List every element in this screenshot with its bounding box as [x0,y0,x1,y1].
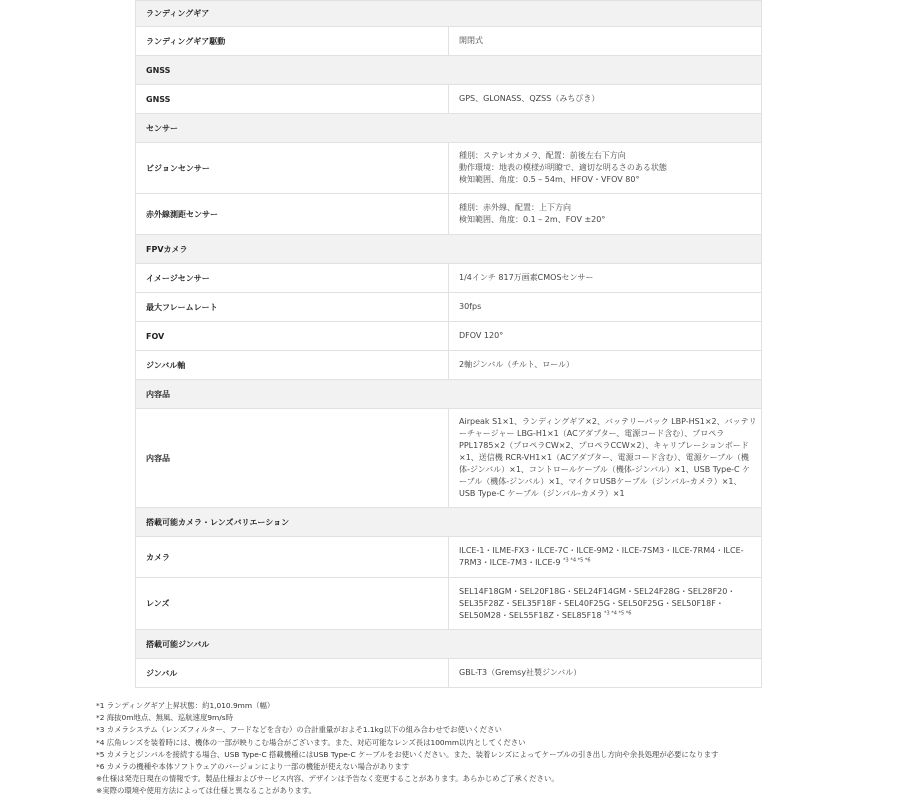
spec-label: イメージセンサー [136,264,449,293]
spec-value-line: 検知範囲、角度：0.1 – 2m、FOV ±20° [459,215,606,224]
spec-label: ジンバル軸 [136,351,449,380]
spec-value [449,578,762,630]
spec-value-line: PPL1785×2（プロペラCW×2、プロペラCCW×2）、キャリブレーションボード [459,441,749,450]
spec-value-line: ーチャージャー LBG-H1×1（ACアダプター、電源コード含む）、プロペラ [459,429,725,438]
spec-value: 2軸ジンバル（チルト、ロール） [449,351,762,380]
spec-value-line: 体-ジンバル）×1、コントロールケーブル（機体-ジンバル）×1、USB Type-C ケ [459,465,751,474]
spec-label: カメラ [136,537,449,578]
spec-value: 開閉式 [449,27,762,56]
section-header-gimbals [136,630,762,659]
footnotes [96,700,896,798]
spec-value [449,143,762,194]
footnote: *3 カメラシステム（レンズフィルター、フードなどを含む）の合計重量がおよそ1.1kg以下の組み合わせでお使いください [96,725,502,735]
section-header-gnss [136,56,762,85]
footnote: *1 ランディングギア上昇状態：約1,010.9mm（幅） [96,701,275,710]
section-title: FPVカメラ [136,235,762,264]
spec-value [449,409,762,508]
spec-value-line: 動作環境：地表の模様が明瞭で、適切な明るさのある状態 [459,163,667,172]
footnote-refs: *3 *4 *5 *6 [603,609,632,616]
spec-value-line: 種別：ステレオカメラ、配置：前後左右下方向 [459,151,626,160]
spec-value-line: SEL35F28Z・SEL35F18F・SEL40F25G・SEL50F25G・SEL50F18F・ [459,598,724,608]
spec-value-line: ーブル（機体-ジンバル）×1、マイクロUSBケーブル（ジンバル-カメラ）×1、 [459,477,742,486]
spec-value [449,194,762,235]
footnote-refs: *3 *4 *5 *6 [563,557,591,564]
spec-value-line: Airpeak S1×1、ランディングギア×2、バッテリーパック LBP-HS1×2、バッテリ [459,417,757,426]
footnote: *4 広角レンズを装着時には、機体の一部が映りこむ場合がございます。また、対応可能なレンズ長は100mm以内としてください [96,737,526,747]
spec-row-gimbal-axis [136,351,762,380]
section-header-landing [136,1,762,27]
spec-value [449,537,762,578]
section-header-contents [136,380,762,409]
section-header-sensor [136,114,762,143]
spec-value-line: SEL14F18GM・SEL20F18G・SEL24F14GM・SEL24F28G・SEL28F20・ [459,586,736,596]
spec-value: GBL-T3（Gremsy社製ジンバル） [449,659,762,688]
section-header-cameras [136,508,762,537]
spec-label: ジンバル [136,659,449,688]
spec-value: 1/4インチ 817万画素CMOSセンサー [449,264,762,293]
footnote: *2 海抜0m地点、無風、巡航速度9m/s時 [96,713,233,723]
spec-value-line [459,557,751,569]
spec-value-line: 検知範囲、角度：0.5 – 54m、HFOV・VFOV 80° [459,175,640,184]
spec-row-gnss [136,85,762,114]
spec-value-line: ILCE-1・ILME-FX3・ILCE-7C・ILCE-9M2・ILCE-7SM3・ILCE-7RM4・ILCE- [459,546,744,555]
spec-label: ランディングギア駆動 [136,27,449,56]
spec-row-max-frame-rate [136,293,762,322]
spec-row-gimbal [136,659,762,688]
spec-row-lens [136,578,762,630]
section-title: センサー [136,114,762,143]
section-title: 搭載可能ジンバル [136,630,762,659]
footnote: ※仕様は発売日現在の情報です。製品仕様およびサービス内容、デザインは予告なく変更することがあります。あらかじめご了承ください。 [96,774,559,784]
spec-value: GPS、GLONASS、QZSS（みちびき） [449,85,762,114]
spec-value-line [459,610,751,622]
section-header-fpv [136,235,762,264]
footnote: *6 カメラの機種や本体ソフトウェアのバージョンにより一部の機能が使えない場合があります [96,762,410,772]
spec-row-contents [136,409,762,508]
spec-row-infrared-sensor [136,194,762,235]
spec-value: DFOV 120° [449,322,762,351]
spec-table [135,0,762,688]
spec-label: GNSS [136,85,449,114]
spec-value: 30fps [449,293,762,322]
footnote: ※実際の環境や使用方法によっては仕様と異なることがあります。 [96,786,316,796]
spec-label: FOV [136,322,449,351]
spec-label: 最大フレームレート [136,293,449,322]
footnote: *5 カメラとジンバルを接続する場合、USB Type-C 搭載機種にはUSB Type-C ケーブルをお使いください。また、装着レンズによってケーブルの引き出し方向や余長処理が必要になります [96,749,719,759]
spec-label: 赤外線測距センサー [136,194,449,235]
section-title: 搭載可能カメラ・レンズバリエーション [136,508,762,537]
lens-models-text: SEL50M28・SEL55F18Z・SEL85F18 [459,610,602,620]
spec-label: ビジョンセンサー [136,143,449,194]
spec-label: 内容品 [136,409,449,508]
spec-row-landing-drive [136,27,762,56]
spec-label: レンズ [136,578,449,630]
camera-models-text: 7RM3・ILCE-7M3・ILCE-9 [459,558,561,567]
spec-value-line: ×1、送信機 RCR-VH1×1（ACアダプター、電源コード含む）、電源ケーブル（機 [459,453,749,462]
spec-value-line: 種別：赤外線、配置：上下方向 [459,203,571,212]
spec-row-image-sensor [136,264,762,293]
spec-row-vision-sensor [136,143,762,194]
section-title: GNSS [136,56,762,85]
spec-row-camera [136,537,762,578]
section-title: 内容品 [136,380,762,409]
section-title: ランディングギア [136,1,762,27]
spec-row-fov [136,322,762,351]
spec-value-line: USB Type-C ケーブル（ジンバル-カメラ）×1 [459,489,625,498]
